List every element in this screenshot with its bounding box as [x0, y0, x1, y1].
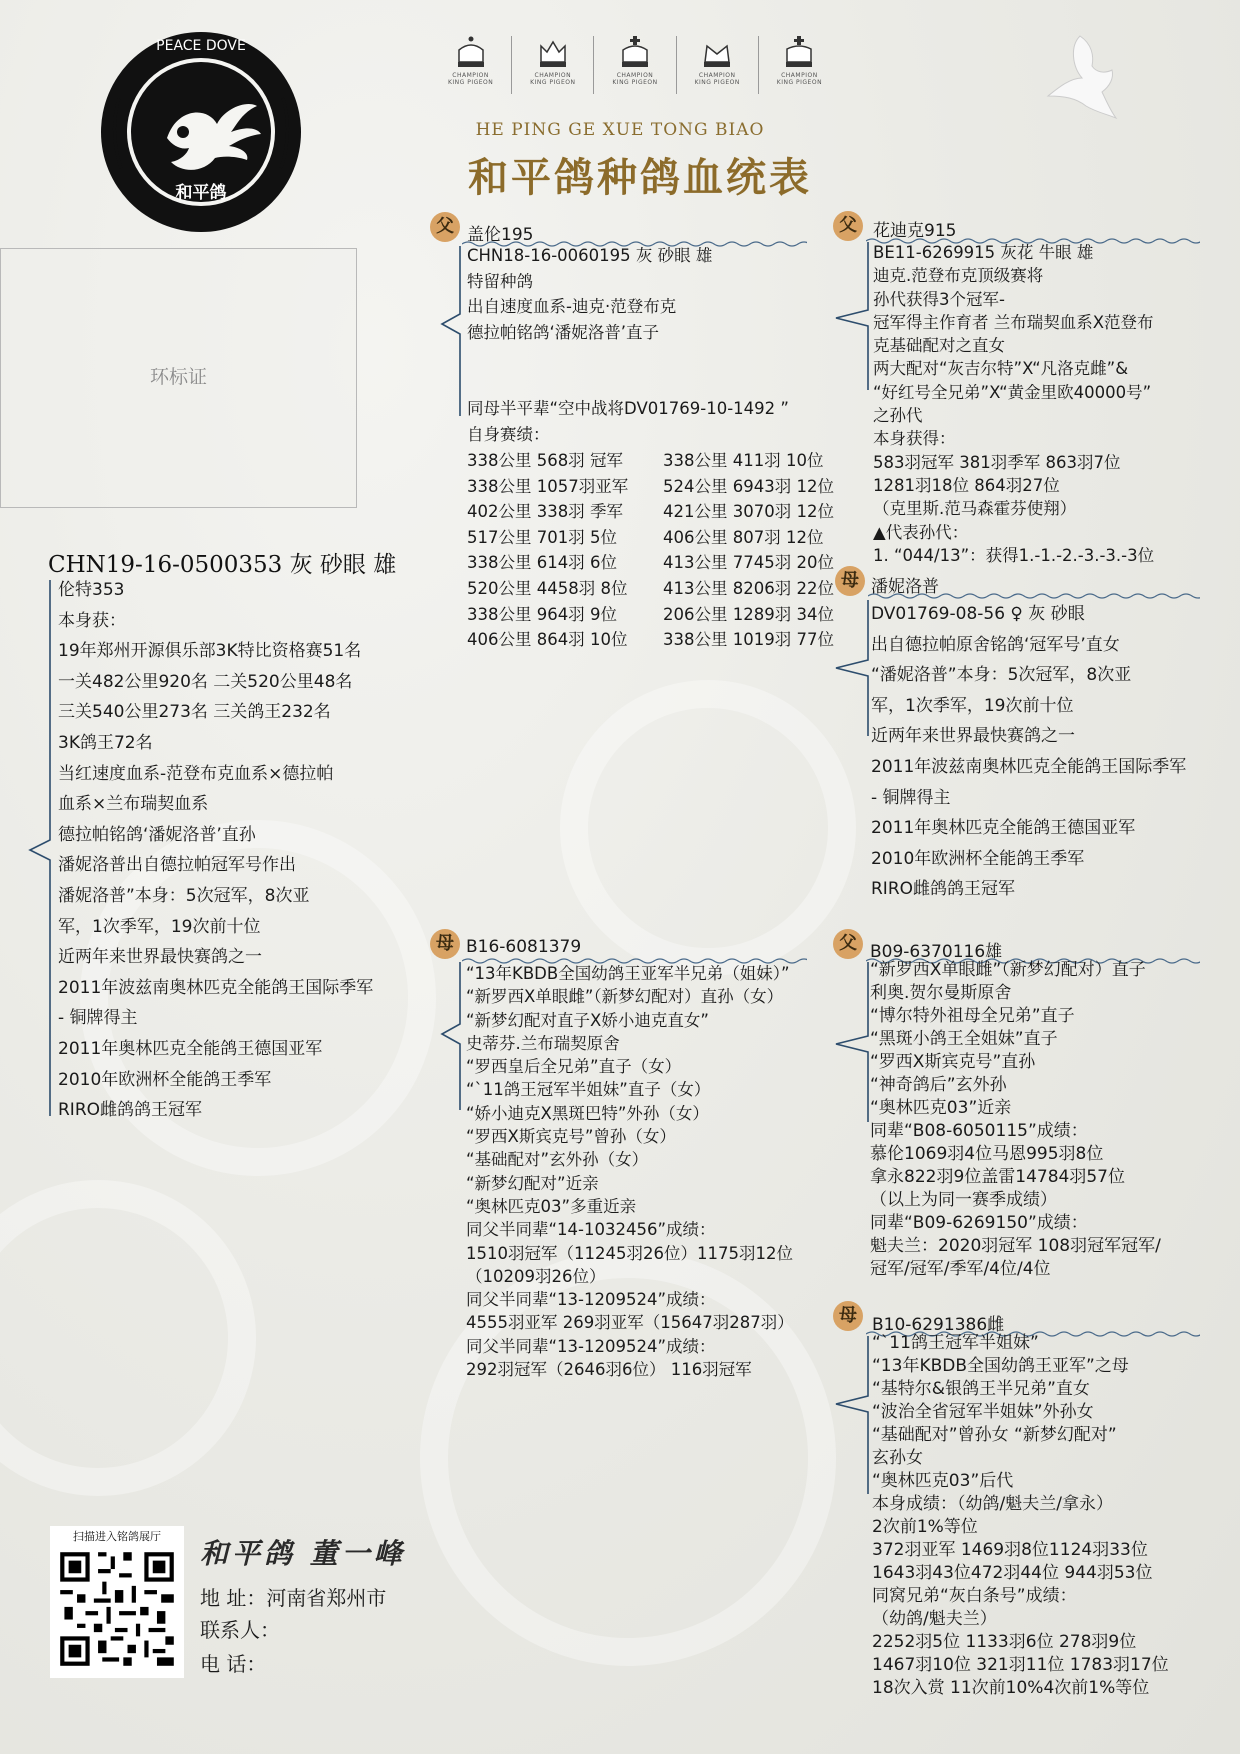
- sire-sibling-line: 同母半平辈“空中战将DV01769-10-1492 ”: [467, 399, 789, 418]
- dam-sire-line: “罗西X斯宾克号”直孙: [870, 1052, 1036, 1072]
- sire-sibling: [467, 396, 789, 447]
- sire-sire-line: 迪克.范登布克顶级赛将: [873, 266, 1044, 286]
- dam-line: 同父半同辈“13-1209524”成绩：: [466, 1336, 716, 1356]
- logo-name: 和平鸽: [175, 183, 227, 203]
- subject-bracket: [26, 578, 52, 1118]
- crown-icon: [784, 36, 814, 70]
- dam-line: （10209羽26位）: [466, 1266, 606, 1286]
- sire-dam-line: 出自德拉帕原舍铭鸽‘冠军号’直女: [871, 634, 1120, 655]
- sire-sire-line: 克基础配对之直女: [873, 336, 1005, 356]
- sire-results-label: 自身赛绩：: [467, 424, 550, 444]
- father-badge: 父: [833, 211, 863, 241]
- subject-line: 潘妮洛普出自德拉帕冠军号作出: [58, 855, 296, 876]
- sire-dam-line: DV01769-08-56 ♀ 灰 砂眼: [871, 604, 1085, 624]
- dam-dam-line: 2次前1%等位: [872, 1517, 978, 1537]
- mother-badge: 母: [833, 1301, 863, 1331]
- sire-sire-line: 1281羽18位 864羽27位: [873, 475, 1060, 495]
- crown-caption-1: CHAMPION: [452, 72, 489, 79]
- dam-line: “13年KBDB全国幼鸽王亚军半兄弟（姐妹）”: [466, 964, 790, 983]
- sire-race-results: [467, 448, 834, 653]
- dam-dam-line: 1643羽43位472羽44位 944羽53位: [872, 1563, 1153, 1583]
- race-cell: 421公里 3070羽 12位: [663, 502, 834, 522]
- subject-line: 2011年波兹南奥林匹克全能鸽王国际季军: [58, 977, 374, 998]
- sire-dam-bracket: [832, 598, 872, 808]
- sire-details: [467, 243, 712, 345]
- dam-sire-line: 同辈“B08-6050115”成绩：: [870, 1121, 1088, 1141]
- dam-sire-line: 冠军/冠军/季军/4位/4位: [870, 1259, 1051, 1279]
- sire-sire-line: BE11-6269915 灰花 牛眼 雄: [873, 243, 1094, 262]
- crown-caption-2: KING PIGEON: [776, 79, 823, 86]
- dam-line: “`11鸽王冠军半姐妹”直子（女）: [466, 1080, 711, 1100]
- crown-icon: [456, 36, 486, 70]
- dam-dam-line: 同窝兄弟“灰白条号”成绩：: [872, 1586, 1077, 1606]
- father-badge: 父: [430, 212, 460, 242]
- subject-line: RIRO雌鸽鸽王冠军: [58, 1100, 203, 1121]
- subject-line: 2010年欧洲杯全能鸽王季军: [58, 1069, 272, 1090]
- race-cell: 517公里 701羽 5位: [467, 527, 617, 547]
- dam-line: “罗西皇后全兄弟”直子（女）: [466, 1057, 682, 1077]
- footer-phone: 电 话：: [200, 1652, 267, 1676]
- dam-dam-line: “波治全省冠军半姐妹”外孙女: [872, 1402, 1094, 1422]
- dove-icon: [1040, 26, 1120, 126]
- dam-line: “奥林匹克03”多重近亲: [466, 1196, 637, 1216]
- sire-dam-line: RIRO雌鸽鸽王冠军: [871, 879, 1016, 900]
- sire-dam-line: 军，1次季军，19次前十位: [871, 695, 1074, 716]
- crown-caption-1: CHAMPION: [781, 72, 818, 79]
- sire-dam-line: - 铜牌得主: [871, 787, 951, 808]
- dam-line: 292羽冠军（2646羽6位） 116羽冠军: [466, 1360, 752, 1380]
- crown-row: [430, 36, 840, 96]
- sire-dam-line: 2010年欧洲杯全能鸽王季军: [871, 848, 1085, 869]
- dam-sire-line: “神奇鸽后”玄外孙: [870, 1075, 1007, 1095]
- dam-dam-bracket: [832, 1334, 872, 1594]
- dam-line: “新梦幻配对直子X娇小迪克直女”: [466, 1010, 709, 1030]
- dam-dam-line: “`11鸽王冠军半姐妹”: [872, 1333, 1039, 1353]
- race-row: [467, 602, 834, 628]
- crown-caption-1: CHAMPION: [534, 72, 572, 79]
- sire-line: 出自速度血系-迪克·范登布克: [467, 297, 677, 316]
- race-cell: 520公里 4458羽 8位: [467, 578, 628, 598]
- crown-icon: [702, 36, 732, 70]
- sire-sire-line: 孙代获得3个冠军-: [873, 289, 1005, 309]
- race-row: [467, 576, 834, 602]
- crown-caption-1: CHAMPION: [698, 72, 736, 79]
- sire-sire-line: 583羽冠军 381羽季军 863羽7位: [873, 452, 1121, 472]
- logo-arc-text: PEACE DOVE: [156, 38, 246, 54]
- dam-sire-line: 同辈“B09-6269150”成绩：: [870, 1213, 1088, 1233]
- dam-sire-line: （以上为同一赛季成绩）: [870, 1190, 1057, 1210]
- dam-dam-details: [872, 1332, 1169, 1700]
- dam-dam-name: B10-6291386雌: [872, 1315, 1005, 1335]
- dam-line: “娇小迪克X黑斑巴特”外孙（女）: [466, 1103, 709, 1123]
- subject-line: 3K鸽王72名: [58, 732, 153, 753]
- sire-dam-line: 2011年奥林匹克全能鸽王德国亚军: [871, 818, 1136, 839]
- race-row: [467, 448, 834, 474]
- sire-line: 特留种鸽: [467, 271, 533, 291]
- dam-dam-line: 2252羽5位 1133羽6位 278羽9位: [872, 1632, 1137, 1652]
- dam-line: 4555羽亚军 269羽亚军（15647羽287羽）: [466, 1313, 794, 1333]
- subject-line: 19年郑州开源俱乐部3K特比资格赛51名: [58, 641, 362, 662]
- dam-sire-line: “博尔特外祖母全兄弟”直子: [870, 1006, 1075, 1026]
- race-cell: 338公里 411羽 10位: [663, 451, 824, 470]
- qr-code-panel[interactable]: [50, 1526, 184, 1678]
- qr-code-icon: [56, 1548, 178, 1670]
- dam-name: B16-6081379: [466, 937, 582, 957]
- dam-sire-line: 拿永822羽9位盖雷14784羽57位: [870, 1167, 1125, 1187]
- race-cell: 338公里 614羽 6位: [467, 553, 617, 573]
- dam-line: 史蒂芬.兰布瑞契原舍: [466, 1033, 620, 1053]
- sire-sire-line: “好红号全兄弟”X“黄金里欧40000号”: [873, 382, 1152, 402]
- crown-item: [430, 36, 512, 94]
- race-cell: 338公里 964羽 9位: [467, 604, 617, 624]
- crown-caption-2: KING PIGEON: [530, 79, 576, 86]
- qr-caption: 扫描进入铭鸽展厅: [73, 1530, 161, 1543]
- crown-item: [677, 36, 759, 94]
- sire-sire-line: ▲代表孙代：: [873, 522, 969, 542]
- dam-line: “罗西X斯宾克号”曾孙（女）: [466, 1127, 676, 1147]
- race-row: [467, 474, 834, 500]
- dam-line: “基础配对”玄外孙（女）: [466, 1150, 649, 1170]
- dam-dam-line: “基础配对”曾孙女 “新梦幻配对”: [872, 1425, 1117, 1445]
- subject-line: 近两年来世界最快赛鸽之一: [58, 947, 262, 968]
- sire-line: 德拉帕铭鸽‘潘妮洛普’直子: [467, 322, 659, 342]
- sire-sire-bracket: [832, 240, 872, 560]
- race-cell: 406公里 807羽 12位: [663, 527, 824, 547]
- sire-sire-details: [873, 241, 1154, 567]
- dam-dam-line: “基特尔&银鸽王半兄弟”直女: [872, 1379, 1090, 1399]
- sire-sire-line: 冠军得主作育者 兰布瑞契血系X范登布: [873, 312, 1154, 332]
- dam-sire-line: 利奥.贺尔曼斯原舍: [870, 983, 1012, 1003]
- pinyin-subtitle: HE PING GE XUE TONG BIAO: [475, 120, 765, 140]
- crown-item: [594, 36, 676, 94]
- mother-badge: 母: [835, 566, 865, 596]
- footer-address: 地 址：河南省郑州市: [200, 1586, 387, 1610]
- sire-sire-line: （克里斯.范马森霍芬使翔）: [873, 499, 1077, 519]
- crown-item: [759, 36, 840, 94]
- footer-signature: 和平鸽 董一峰: [200, 1537, 406, 1570]
- sire-sire-name: 花迪克915: [873, 221, 957, 241]
- sire-sire-line: 1. “044/13”：获得1.-1.-2.-3.-3.-3位: [873, 545, 1155, 565]
- dam-line: “新梦幻配对”近亲: [466, 1173, 599, 1193]
- sire-sire-line: 两大配对“灰吉尔特”X“凡洛克雌”&: [873, 359, 1129, 379]
- race-cell: 402公里 338羽 季军: [467, 502, 623, 522]
- dam-dam-line: “13年KBDB全国幼鸽王亚军”之母: [872, 1356, 1129, 1376]
- dam-bracket: [438, 960, 462, 1180]
- subject-ring-id: CHN19-16-0500353 灰 砂眼 雄: [48, 552, 397, 578]
- subject-line: 当红速度血系-范登布克血系×德拉帕: [58, 763, 334, 784]
- dam-sire-line: “奥林匹克03”近亲: [870, 1098, 1012, 1118]
- dam-sire-line: “黑斑小鸽王全姐妹”直子: [870, 1029, 1058, 1049]
- crown-caption-2: KING PIGEON: [447, 79, 494, 86]
- dam-line: 同父半同辈“13-1209524”成绩：: [466, 1290, 716, 1310]
- race-cell: 338公里 1019羽 77位: [663, 630, 834, 650]
- race-cell: 338公里 568羽 冠军: [467, 451, 623, 470]
- crown-caption-2: KING PIGEON: [612, 79, 658, 86]
- father-badge: 父: [833, 929, 863, 959]
- sire-dam-details: [871, 599, 1186, 905]
- dam-sire-line: 慕伦1069羽4位马恩995羽8位: [870, 1144, 1104, 1164]
- subject-line: 军，1次季军，19次前十位: [58, 916, 261, 937]
- subject-line: 血系×兰布瑞契血系: [58, 794, 209, 815]
- race-cell: 524公里 6943羽 12位: [663, 476, 834, 496]
- dam-sire-line: 魁夫兰：2020羽冠军 108羽冠军冠军/: [870, 1236, 1161, 1256]
- sire-dam-line: 2011年波兹南奥林匹克全能鸽王国际季军: [871, 756, 1187, 777]
- crown-caption-1: CHAMPION: [616, 72, 654, 79]
- peace-dove-logo: [97, 28, 305, 236]
- race-row: [467, 627, 834, 653]
- dam-sire-details: [870, 959, 1161, 1281]
- crown-item: [512, 36, 594, 94]
- dam-line: 同父半同辈“14-1032456”成绩：: [466, 1220, 716, 1240]
- race-cell: 413公里 7745羽 20位: [663, 553, 834, 573]
- sire-sire-line: 本身获得：: [873, 429, 956, 449]
- bg-swirl: [560, 680, 856, 976]
- race-cell: 406公里 864羽 10位: [467, 630, 628, 650]
- dam-sire-line: “新罗西X单眼雌”（新梦幻配对）直子: [870, 960, 1146, 980]
- sire-line: CHN18-16-0060195 灰 砂眼 雄: [467, 246, 713, 265]
- race-row: [467, 550, 834, 576]
- dam-sire-name: B09-6370116雄: [870, 942, 1003, 962]
- mother-badge: 母: [430, 929, 460, 959]
- race-row: [467, 499, 834, 525]
- subject-line: 三关540公里273名 三关鸽王232名: [58, 702, 331, 723]
- dam-dam-line: 本身成绩：（幼鸽/魁夫兰/拿永）: [872, 1494, 1113, 1514]
- sire-dam-line: “潘妮洛普”本身：5次冠军，8次亚: [871, 665, 1132, 686]
- crown-caption-2: KING PIGEON: [694, 79, 740, 86]
- race-cell: 338公里 1057羽亚军: [467, 476, 629, 496]
- race-cell: 206公里 1289羽 34位: [663, 604, 834, 624]
- crown-icon: [620, 36, 650, 70]
- sire-dam-name: 潘妮洛普: [871, 577, 939, 597]
- subject-line: 一关482公里920名 二关520公里48名: [58, 671, 353, 692]
- dam-line: “新罗西X单眼雌”（新梦幻配对）直孙（女）: [466, 987, 784, 1007]
- subject-line: - 铜牌得主: [58, 1008, 138, 1029]
- sire-sire-line: 之孙代: [873, 406, 923, 426]
- subject-line: 2011年奥林匹克全能鸽王德国亚军: [58, 1038, 323, 1059]
- dam-dam-line: （幼鸽/魁夫兰）: [872, 1609, 997, 1629]
- sire-name: 盖伦195: [467, 225, 534, 245]
- ring-certificate-label: 环标证: [149, 366, 207, 388]
- race-row: [467, 525, 834, 551]
- dam-dam-line: 372羽亚军 1469羽8位1124羽33位: [872, 1540, 1148, 1560]
- page-title: 和平鸽种鸽血统表: [468, 154, 812, 201]
- subject-line: 潘妮洛普”本身：5次冠军，8次亚: [58, 885, 310, 906]
- sire-dam-line: 近两年来世界最快赛鸽之一: [871, 726, 1075, 747]
- dam-line: 1510羽冠军（11245羽26位）1175羽12位: [466, 1243, 793, 1263]
- dam-dam-line: 18次入赏 11次前10%4次前1%等位: [872, 1678, 1150, 1698]
- sire-bracket: [438, 244, 462, 654]
- crown-icon: [538, 36, 568, 70]
- bg-swirl: [0, 1180, 256, 1496]
- race-cell: 413公里 8206羽 22位: [663, 578, 834, 598]
- dam-dam-line: 玄孙女: [872, 1448, 923, 1468]
- subject-line: 伦特353: [58, 580, 125, 600]
- dam-dam-line: 1467羽10位 321羽11位 1783羽17位: [872, 1655, 1169, 1675]
- footer-contact-person: 联系人：: [200, 1618, 280, 1642]
- subject-line: 德拉帕铭鸽‘潘妮洛普’直孙: [58, 824, 256, 845]
- dam-dam-line: “奥林匹克03”后代: [872, 1471, 1014, 1491]
- dam-sire-bracket: [832, 960, 872, 1160]
- subject-line: 本身获：: [58, 610, 126, 631]
- dam-details: [466, 962, 794, 1381]
- subject-details: [58, 575, 373, 1126]
